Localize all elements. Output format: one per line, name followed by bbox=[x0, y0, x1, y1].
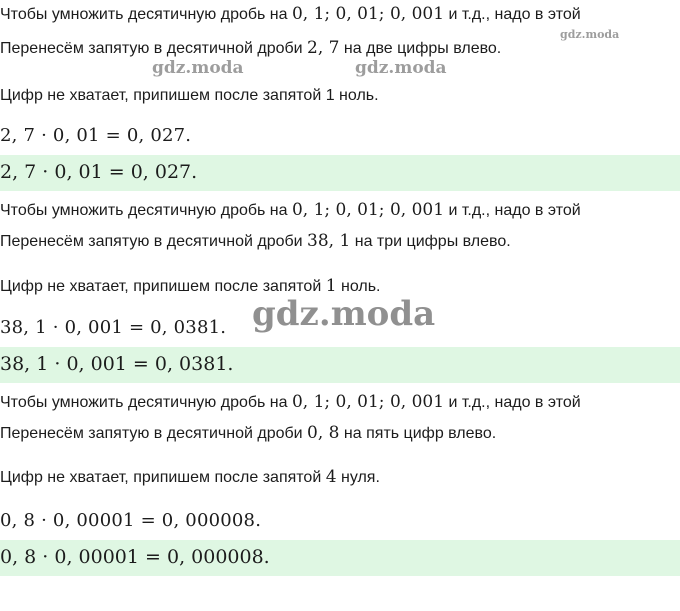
shift-prefix-3: Перенесём запятую в десятичной дроби bbox=[0, 425, 308, 442]
zeros-prefix-3: Цифр не хватает, припишем после запятой bbox=[0, 469, 326, 486]
shift-math-1: 2, 7 bbox=[307, 38, 340, 58]
answer-1: 2, 7 · 0, 01 = 0, 027. bbox=[0, 155, 680, 191]
rule-suffix-1: и т.д., надо в этой bbox=[444, 6, 581, 23]
zeros-prefix-1: Цифр не хватает, припишем после запятой bbox=[0, 87, 326, 104]
rule-math-2: 0, 1; 0, 01; 0, 001 bbox=[291, 200, 445, 220]
zeros-suffix-3: нуля. bbox=[336, 469, 380, 486]
shift-line-2 bbox=[0, 231, 511, 252]
shift-prefix-1: Перенесём запятую в десятичной дроби bbox=[0, 40, 308, 57]
rule-prefix-2: Чтобы умножить десятичную дробь на bbox=[0, 202, 292, 219]
zeros-count-3: 4 bbox=[325, 467, 337, 487]
rule-line-3 bbox=[0, 392, 581, 413]
watermark-small-top: gdz.moda bbox=[560, 28, 620, 41]
rule-suffix-2: и т.д., надо в этой bbox=[444, 202, 581, 219]
shift-suffix-2: на три цифры влево. bbox=[350, 233, 511, 250]
answer-2: 38, 1 · 0, 001 = 0, 0381. bbox=[0, 347, 680, 383]
zeros-line-1 bbox=[0, 86, 379, 106]
equation-3: 0, 8 · 0, 00001 = 0, 000008. bbox=[0, 510, 262, 531]
zeros-prefix-2: Цифр не хватает, припишем после запятой bbox=[0, 278, 326, 295]
zeros-suffix-1: ноль. bbox=[334, 87, 379, 104]
watermark-mid-left: gdz.moda bbox=[152, 58, 244, 78]
rule-math-3: 0, 1; 0, 01; 0, 001 bbox=[291, 392, 445, 412]
zeros-suffix-2: ноль. bbox=[336, 278, 381, 295]
zeros-count-1: 1 bbox=[325, 87, 335, 104]
answer-3: 0, 8 · 0, 00001 = 0, 000008. bbox=[0, 540, 680, 576]
rule-prefix-1: Чтобы умножить десятичную дробь на bbox=[0, 6, 292, 23]
rule-line-2 bbox=[0, 200, 581, 221]
shift-suffix-3: на пять цифр влево. bbox=[339, 425, 497, 442]
zeros-count-2: 1 bbox=[325, 276, 337, 296]
shift-math-2: 38, 1 bbox=[307, 231, 351, 251]
watermark-mid-right: gdz.moda bbox=[355, 58, 447, 78]
equation-1: 2, 7 · 0, 01 = 0, 027. bbox=[0, 125, 192, 146]
shift-math-3: 0, 8 bbox=[307, 423, 340, 443]
rule-line-1 bbox=[0, 4, 581, 25]
equation-2: 38, 1 · 0, 001 = 0, 0381. bbox=[0, 317, 227, 338]
shift-line-1 bbox=[0, 38, 501, 59]
shift-suffix-1: на две цифры влево. bbox=[339, 40, 502, 57]
rule-suffix-3: и т.д., надо в этой bbox=[444, 394, 581, 411]
zeros-line-3 bbox=[0, 467, 380, 488]
shift-prefix-2: Перенесём запятую в десятичной дроби bbox=[0, 233, 308, 250]
rule-prefix-3: Чтобы умножить десятичную дробь на bbox=[0, 394, 292, 411]
watermark-large: gdz.moda bbox=[252, 294, 436, 334]
rule-math-1: 0, 1; 0, 01; 0, 001 bbox=[291, 4, 445, 24]
shift-line-3 bbox=[0, 423, 496, 444]
